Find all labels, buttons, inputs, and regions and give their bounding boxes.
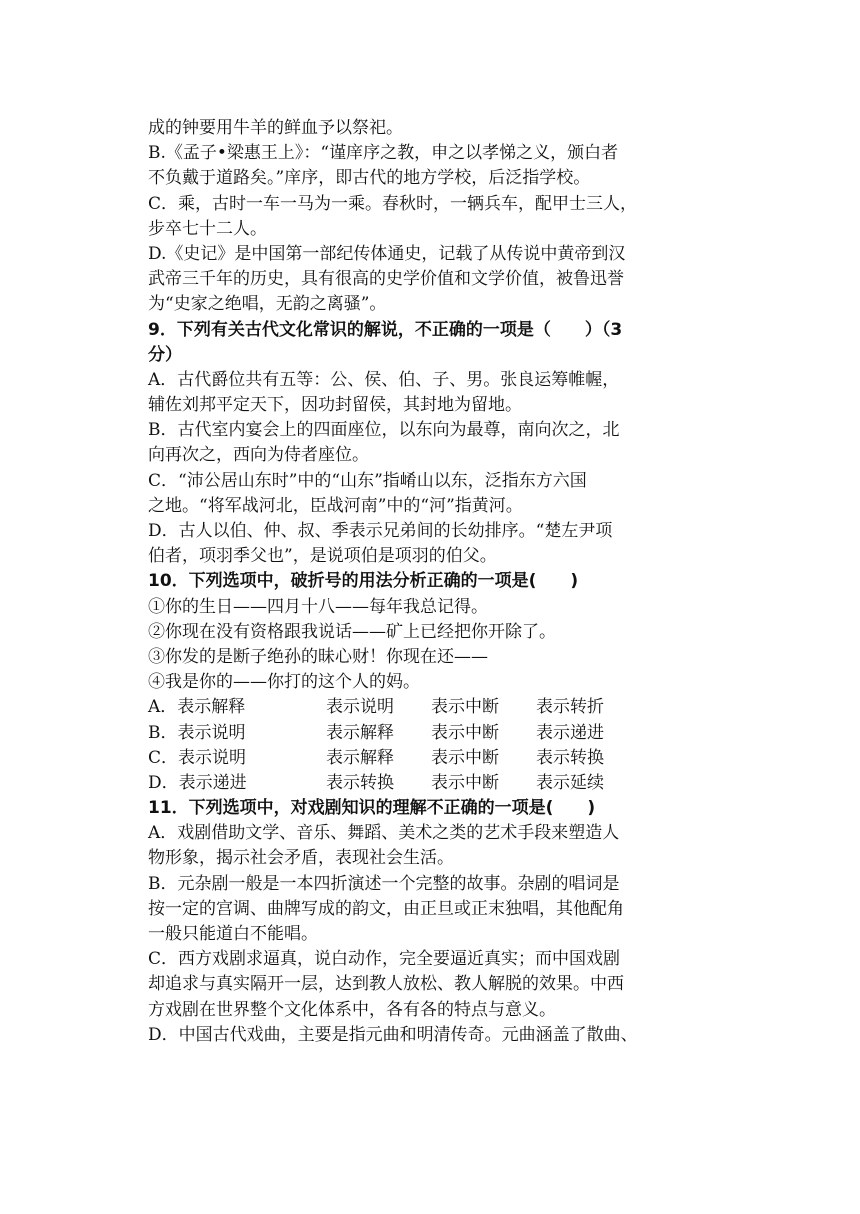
option-cell: C．表示说明 (148, 747, 247, 768)
question-10-stem: 10．下列选项中，破折号的用法分析正确的一项是( ) (148, 571, 579, 592)
option-cell: 表示中断 (431, 697, 499, 718)
q11-option-b-cont: 一般只能道白不能唱。 (148, 924, 318, 944)
q10-option-d (148, 771, 714, 796)
option-cell: 表示转折 (536, 697, 604, 718)
q11-option-c-cont: 却追求与真实隔开一层，达到教人放松、教人解脱的效果。中西 (148, 974, 624, 995)
q11-option-c-cont: 方戏剧在世界整个文化体系中，各有各的特点与意义。 (148, 999, 556, 1020)
option-cell: 表示转换 (326, 772, 394, 793)
option-cell: 表示延续 (536, 772, 604, 793)
option-cell: 表示递进 (536, 722, 604, 743)
q11-option-c: C．西方戏剧求逼真，说白动作，完全要逼近真实；而中国戏剧 (148, 949, 621, 970)
text-line: 武帝三千年的历史，具有很高的史学价值和文学价值，被鲁迅誉 (148, 269, 624, 290)
q9-option-a: A．古代爵位共有五等：公、侯、伯、子、男。张良运筹帷幄， (148, 369, 620, 390)
q11-option-b: B．元杂剧一般是一本四折演述一个完整的故事。杂剧的唱词是 (148, 873, 620, 894)
question-9-stem-cont: 分） (148, 344, 182, 365)
option-cell: 表示转换 (536, 747, 604, 768)
q11-option-a: A．戏剧借助文学、音乐、舞蹈、美术之类的艺术手段来塑造人 (148, 823, 620, 844)
q11-option-a-cont: 物形象，揭示社会矛盾，表现社会生活。 (148, 848, 454, 869)
q10-sentence-4: ④我是你的——你打的这个人的妈。 (148, 672, 420, 693)
q9-option-d-cont: 伯者，项羽季父也”，是说项伯是项羽的伯父。 (148, 546, 497, 567)
text-line: B.《孟子•梁惠王上》：“谨庠序之教，申之以孝悌之义，颁白者 (148, 143, 619, 164)
text-line: C．乘，古时一车一马为一乘。春秋时，一辆兵车，配甲士三人， (148, 193, 638, 214)
option-cell: 表示解释 (326, 747, 394, 768)
text-line: 步卒七十二人。 (148, 218, 267, 239)
text-line: 不负戴于道路矣。”庠序，即古代的地方学校，后泛指学校。 (148, 168, 591, 189)
text-line: 为“史家之绝唱，无韵之离骚”。 (148, 294, 387, 315)
option-cell: A．表示解释 (148, 697, 246, 718)
q10-option-b (148, 721, 714, 746)
q10-option-a (148, 695, 714, 720)
q9-option-d: D．古人以伯、仲、叔、季表示兄弟间的长幼排序。“楚左尹项 (148, 521, 613, 541)
q9-option-c-cont: 之地。“将军战河北，臣战河南”中的“河”指黄河。 (148, 495, 523, 516)
option-cell: 表示中断 (431, 747, 499, 768)
q11-option-d: D．中国古代戏曲，主要是指元曲和明清传奇。元曲涵盖了散曲、 (148, 1024, 638, 1045)
q9-option-b-cont: 向再次之，西向为侍者座位。 (148, 445, 369, 466)
option-cell: 表示说明 (326, 697, 394, 718)
text-line: 成的钟要用牛羊的鲜血予以祭祀。 (148, 118, 403, 138)
option-cell: D．表示递进 (148, 772, 247, 793)
text-line: D.《史记》是中国第一部纪传体通史，记载了从传说中黄帝到汉 (148, 243, 626, 264)
option-cell: 表示中断 (431, 722, 499, 743)
question-11-stem: 11．下列选项中，对戏剧知识的理解不正确的一项是( ) (148, 798, 596, 819)
q9-option-c: C．“沛公居山东时”中的“山东”指崤山以东，泛指东方六国 (148, 470, 587, 491)
option-cell: 表示解释 (326, 722, 394, 743)
q9-option-b: B．古代室内宴会上的四面座位，以东向为最尊，南向次之，北 (148, 420, 620, 441)
q10-sentence-3: ③你发的是断子绝孙的昧心财！你现在还—— (148, 646, 488, 667)
option-cell: B．表示说明 (148, 722, 246, 743)
q10-option-c (148, 746, 714, 771)
option-cell: 表示中断 (431, 772, 499, 793)
q10-sentence-2: ②你现在没有资格跟我说话——矿上已经把你开除了。 (148, 621, 556, 642)
q9-option-a-cont: 辅佐刘邦平定天下，因功封留侯，其封地为留地。 (148, 395, 522, 416)
question-9-stem: 9．下列有关古代文化常识的解说，不正确的一项是（ ）（3 (148, 319, 623, 340)
document-body (148, 116, 714, 1048)
q10-sentence-1: ①你的生日——四月十八——每年我总记得。 (148, 596, 488, 617)
q11-option-b-cont: 按一定的宫调、曲牌写成的韵文，由正旦或正末独唱，其他配角 (148, 898, 624, 919)
